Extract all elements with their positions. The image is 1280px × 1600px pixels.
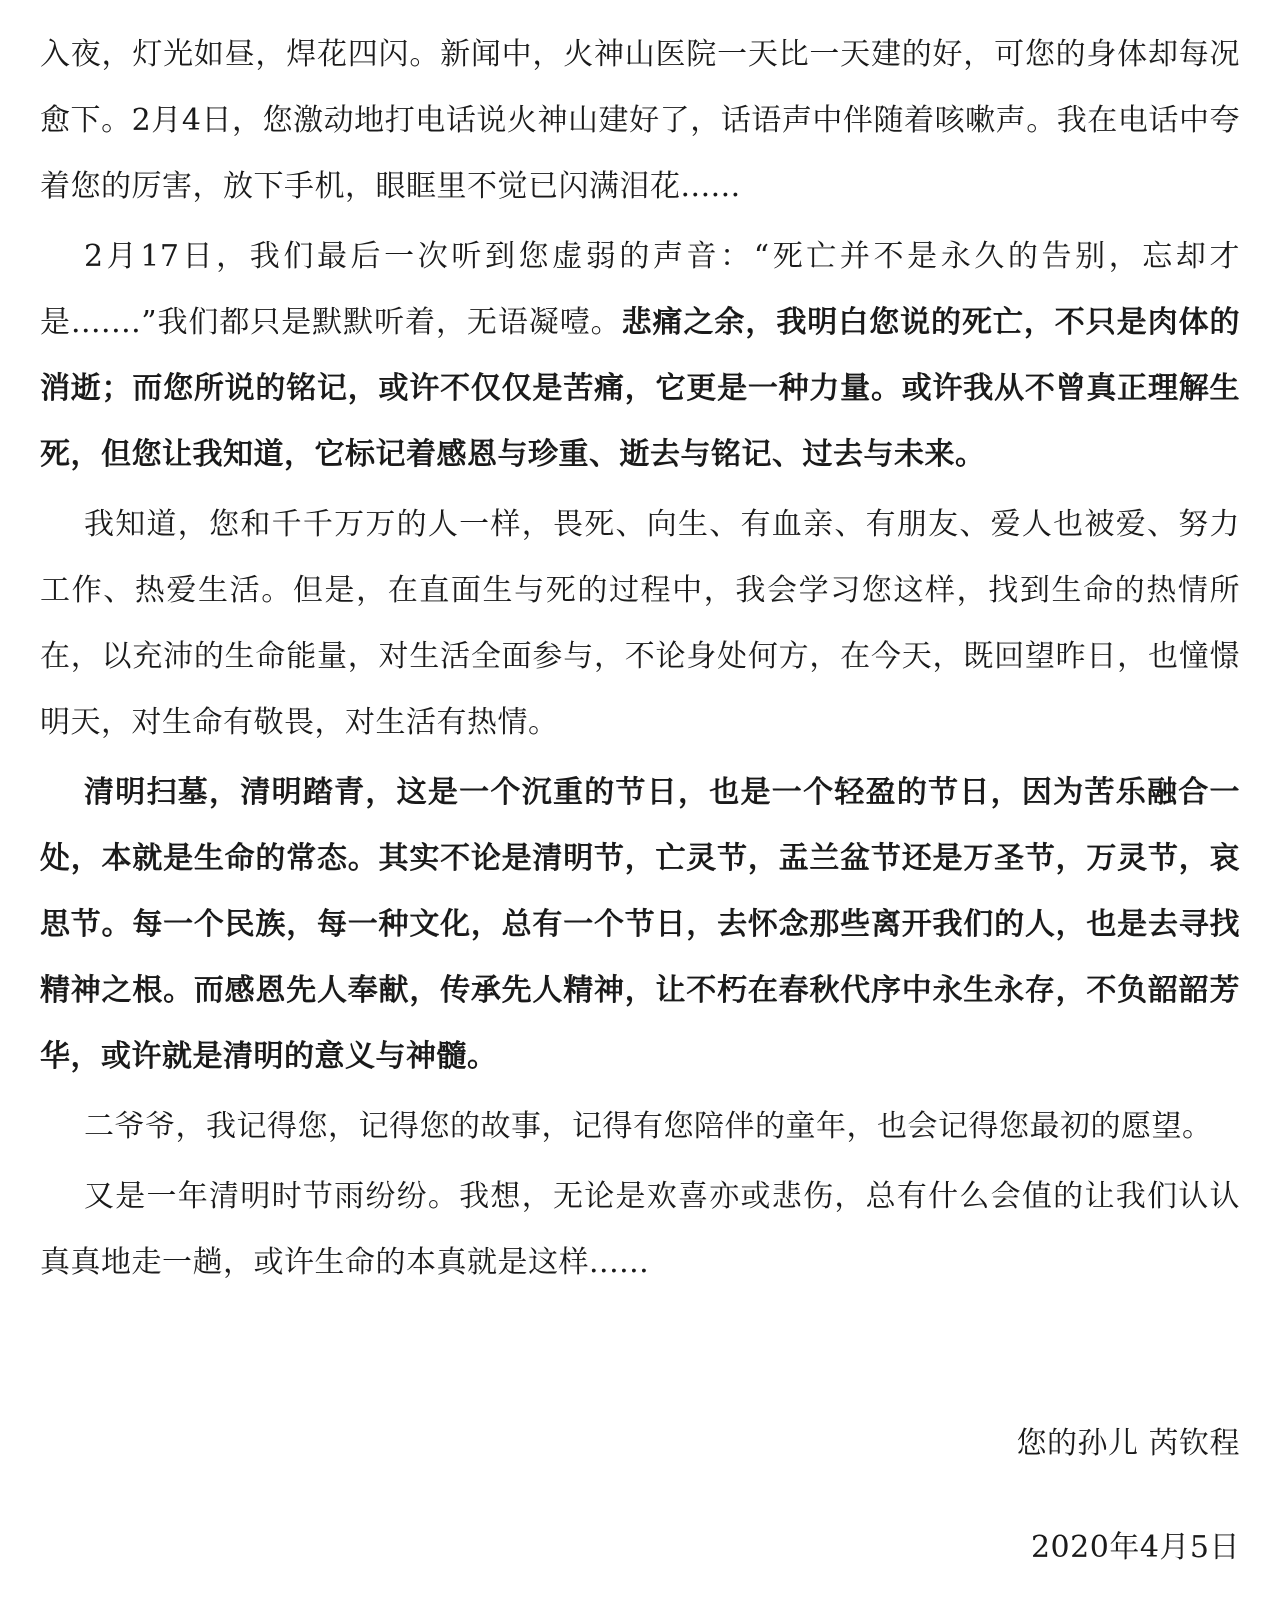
paragraph-2-text: 2月17日，我们最后一次听到您虚弱的声音：“死亡并不是永久的告别，忘却才是.......”我们都只是默默听着，无语凝噎。 bbox=[40, 239, 1240, 340]
paragraph-4: 清明扫墓，清明踏青，这是一个沉重的节日，也是一个轻盈的节日，因为苦乐融合一处，本就是生命的常态。其实不论是清明节，亡灵节，盂兰盆节还是万圣节，万灵节，哀思节。每一个民族，每一种文化，总有一个节日，去怀念那些离开我们的人，也是去寻找精神之根。而感恩先人奉献，传承先人精神，让不朽在春秋代序中永生永存，不负韶韶芳华，或许就是清明的意义与神髓。 bbox=[40, 775, 1240, 1074]
paragraph-1: 入夜，灯光如昼，焊花四闪。新闻中，火神山医院一天比一天建的好，可您的身体却每况愈下。2月4日，您激动地打电话说火神山建好了，话语声中伴随着咳嗽声。我在电话中夸着您的厉害，放下手机，眼眶里不觉已闪满泪花...... bbox=[40, 37, 1240, 204]
signature-name: 您的孙儿 芮钦程 bbox=[1016, 1426, 1240, 1461]
paragraph-3: 我知道，您和千千万万的人一样，畏死、向生、有血亲、有朋友、爱人也被爱、努力工作、热爱生活。但是，在直面生与死的过程中，我会学习您这样，找到生命的热情所在，以充沛的生命能量，对生活全面参与，不论身处何方，在今天，既回望昨日，也憧憬明天，对生命有敬畏，对生活有热情。 bbox=[40, 507, 1240, 740]
paragraph-5: 二爷爷，我记得您，记得您的故事，记得有您陪伴的童年，也会记得您最初的愿望。 bbox=[84, 1109, 1213, 1144]
letter-body bbox=[40, 22, 1240, 1300]
paragraph-2-emphasis: 悲痛之余，我明白您说的死亡，不只是肉体的消逝；而您所说的铭记，或许不仅仅是苦痛，它更是一种力量。或许我从不曾真正理解生死，但您让我知道，它标记着感恩与珍重、逝去与铭记、过去与未来。 bbox=[40, 305, 1241, 472]
signature-date: 2020年4月5日 bbox=[1030, 1530, 1240, 1565]
paragraph-2 bbox=[40, 224, 1240, 488]
paragraph-6: 又是一年清明时节雨纷纷。我想，无论是欢喜亦或悲伤，总有什么会值的让我们认认真真地走一趟，或许生命的本真就是这样...... bbox=[40, 1179, 1240, 1280]
